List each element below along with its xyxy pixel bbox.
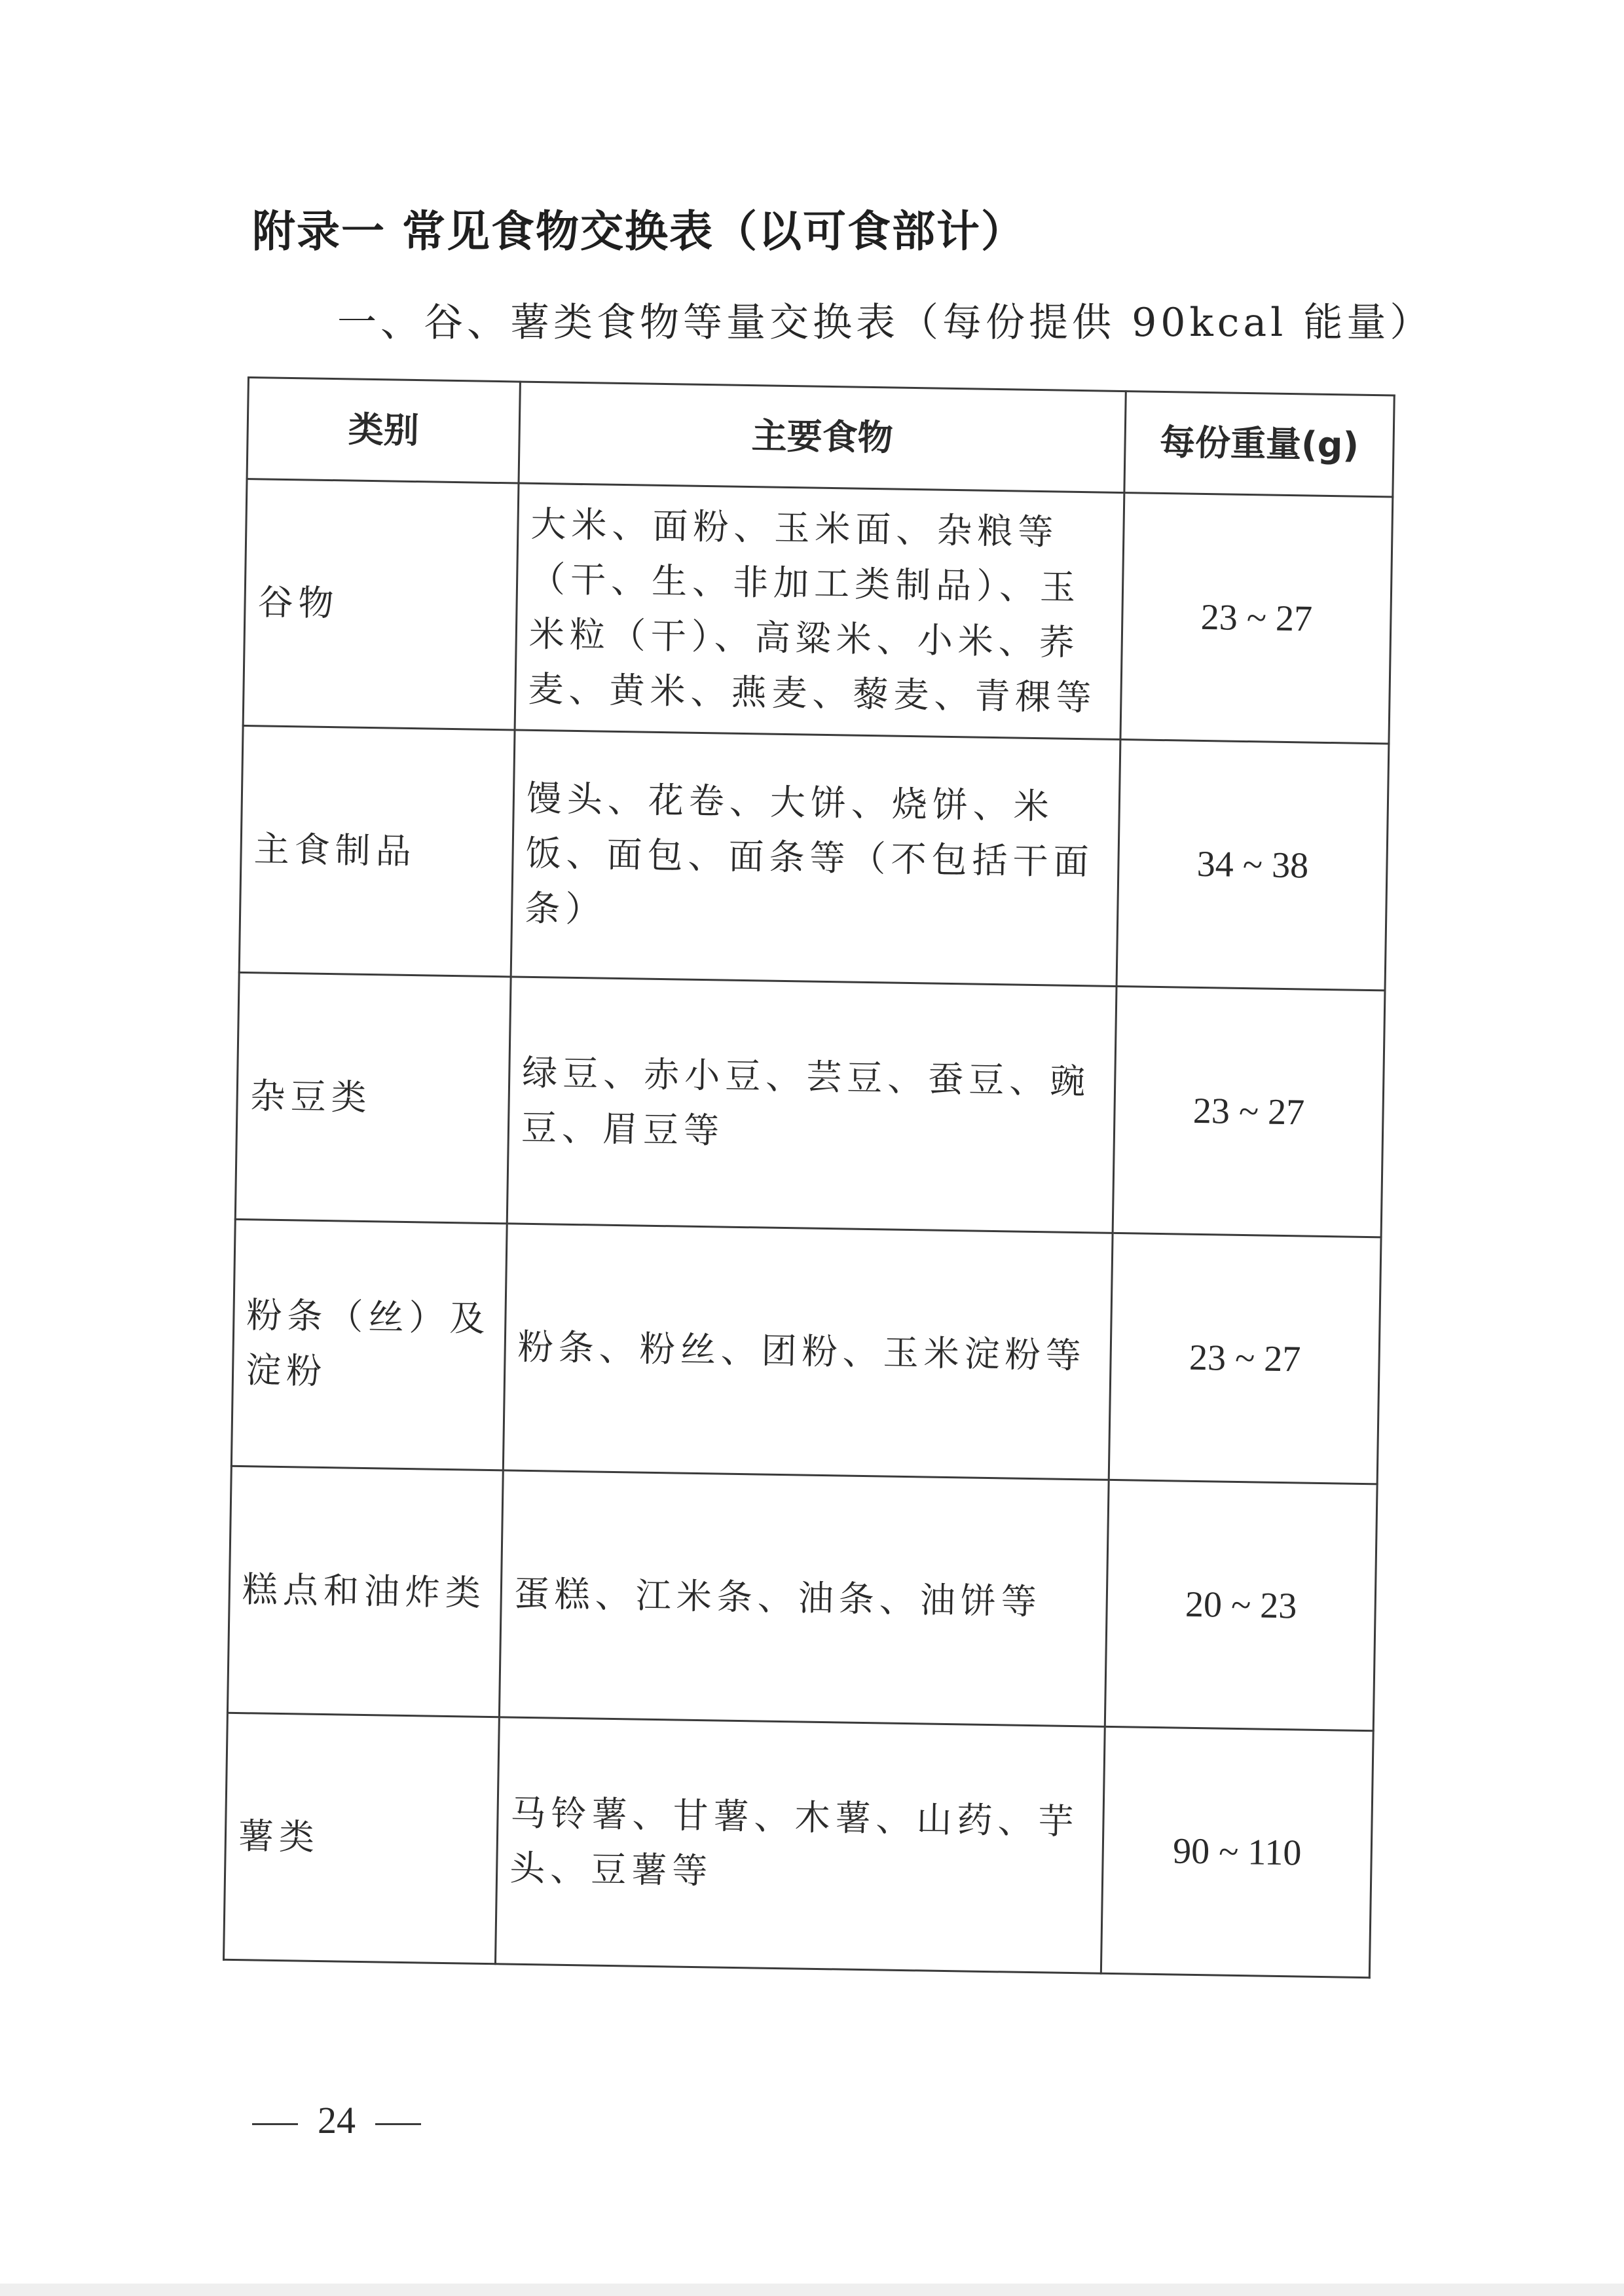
table-row xyxy=(235,972,1385,1237)
page-number-footer xyxy=(232,2098,441,2142)
header-category: 类别 xyxy=(247,378,520,483)
foods-cell: 馒头、花卷、大饼、烧饼、米饭、面包、面条等（不包括干面条） xyxy=(511,730,1120,986)
foods-cell: 蛋糕、江米条、油条、油饼等 xyxy=(499,1470,1109,1726)
foods-cell: 粉条、粉丝、团粉、玉米淀粉等 xyxy=(503,1224,1113,1480)
table-row xyxy=(243,479,1393,744)
foods-cell: 绿豆、赤小豆、芸豆、蚕豆、豌豆、眉豆等 xyxy=(507,977,1116,1233)
weight-cell: 23 ~ 27 xyxy=(1109,1233,1381,1484)
foods-cell: 马铃薯、甘薯、木薯、山药、芋头、豆薯等 xyxy=(495,1717,1105,1973)
foods-cell: 大米、面粉、玉米面、杂粮等（干、生、非加工类制品）、玉米粒（干）、高粱米、小米、荞麦、黄米、燕麦、藜麦、青稞等 xyxy=(515,483,1124,739)
right-dash xyxy=(375,2123,421,2125)
table-title: 一、谷、薯类食物等量交换表（每份提供 90kcal 能量） xyxy=(337,300,1433,346)
category-cell: 薯类 xyxy=(224,1713,500,1963)
category-cell: 粉条（丝）及淀粉 xyxy=(231,1219,507,1470)
category-cell: 糕点和油炸类 xyxy=(227,1466,503,1717)
header-weight: 每份重量(g) xyxy=(1124,392,1394,497)
left-dash xyxy=(252,2123,298,2125)
weight-cell: 20 ~ 23 xyxy=(1105,1480,1377,1730)
table-row xyxy=(224,1713,1374,1977)
page-title: 附录一 常见食物交换表（以可食部计） xyxy=(252,206,1025,257)
scan-edge xyxy=(0,2284,1624,2296)
category-cell: 谷物 xyxy=(243,479,519,730)
category-cell: 杂豆类 xyxy=(235,972,511,1223)
page-number: 24 xyxy=(318,2099,356,2141)
table-row xyxy=(231,1219,1381,1484)
weight-cell: 90 ~ 110 xyxy=(1101,1726,1373,1977)
weight-cell: 34 ~ 38 xyxy=(1116,740,1389,991)
header-main-foods: 主要食物 xyxy=(519,382,1126,493)
table-row xyxy=(227,1466,1377,1730)
table-row xyxy=(239,725,1389,990)
food-exchange-table-container xyxy=(223,376,1393,1978)
weight-cell: 23 ~ 27 xyxy=(1113,986,1385,1237)
category-cell: 主食制品 xyxy=(239,725,515,976)
food-exchange-table xyxy=(223,376,1395,1978)
table-header-row xyxy=(247,378,1394,497)
weight-cell: 23 ~ 27 xyxy=(1120,493,1393,744)
